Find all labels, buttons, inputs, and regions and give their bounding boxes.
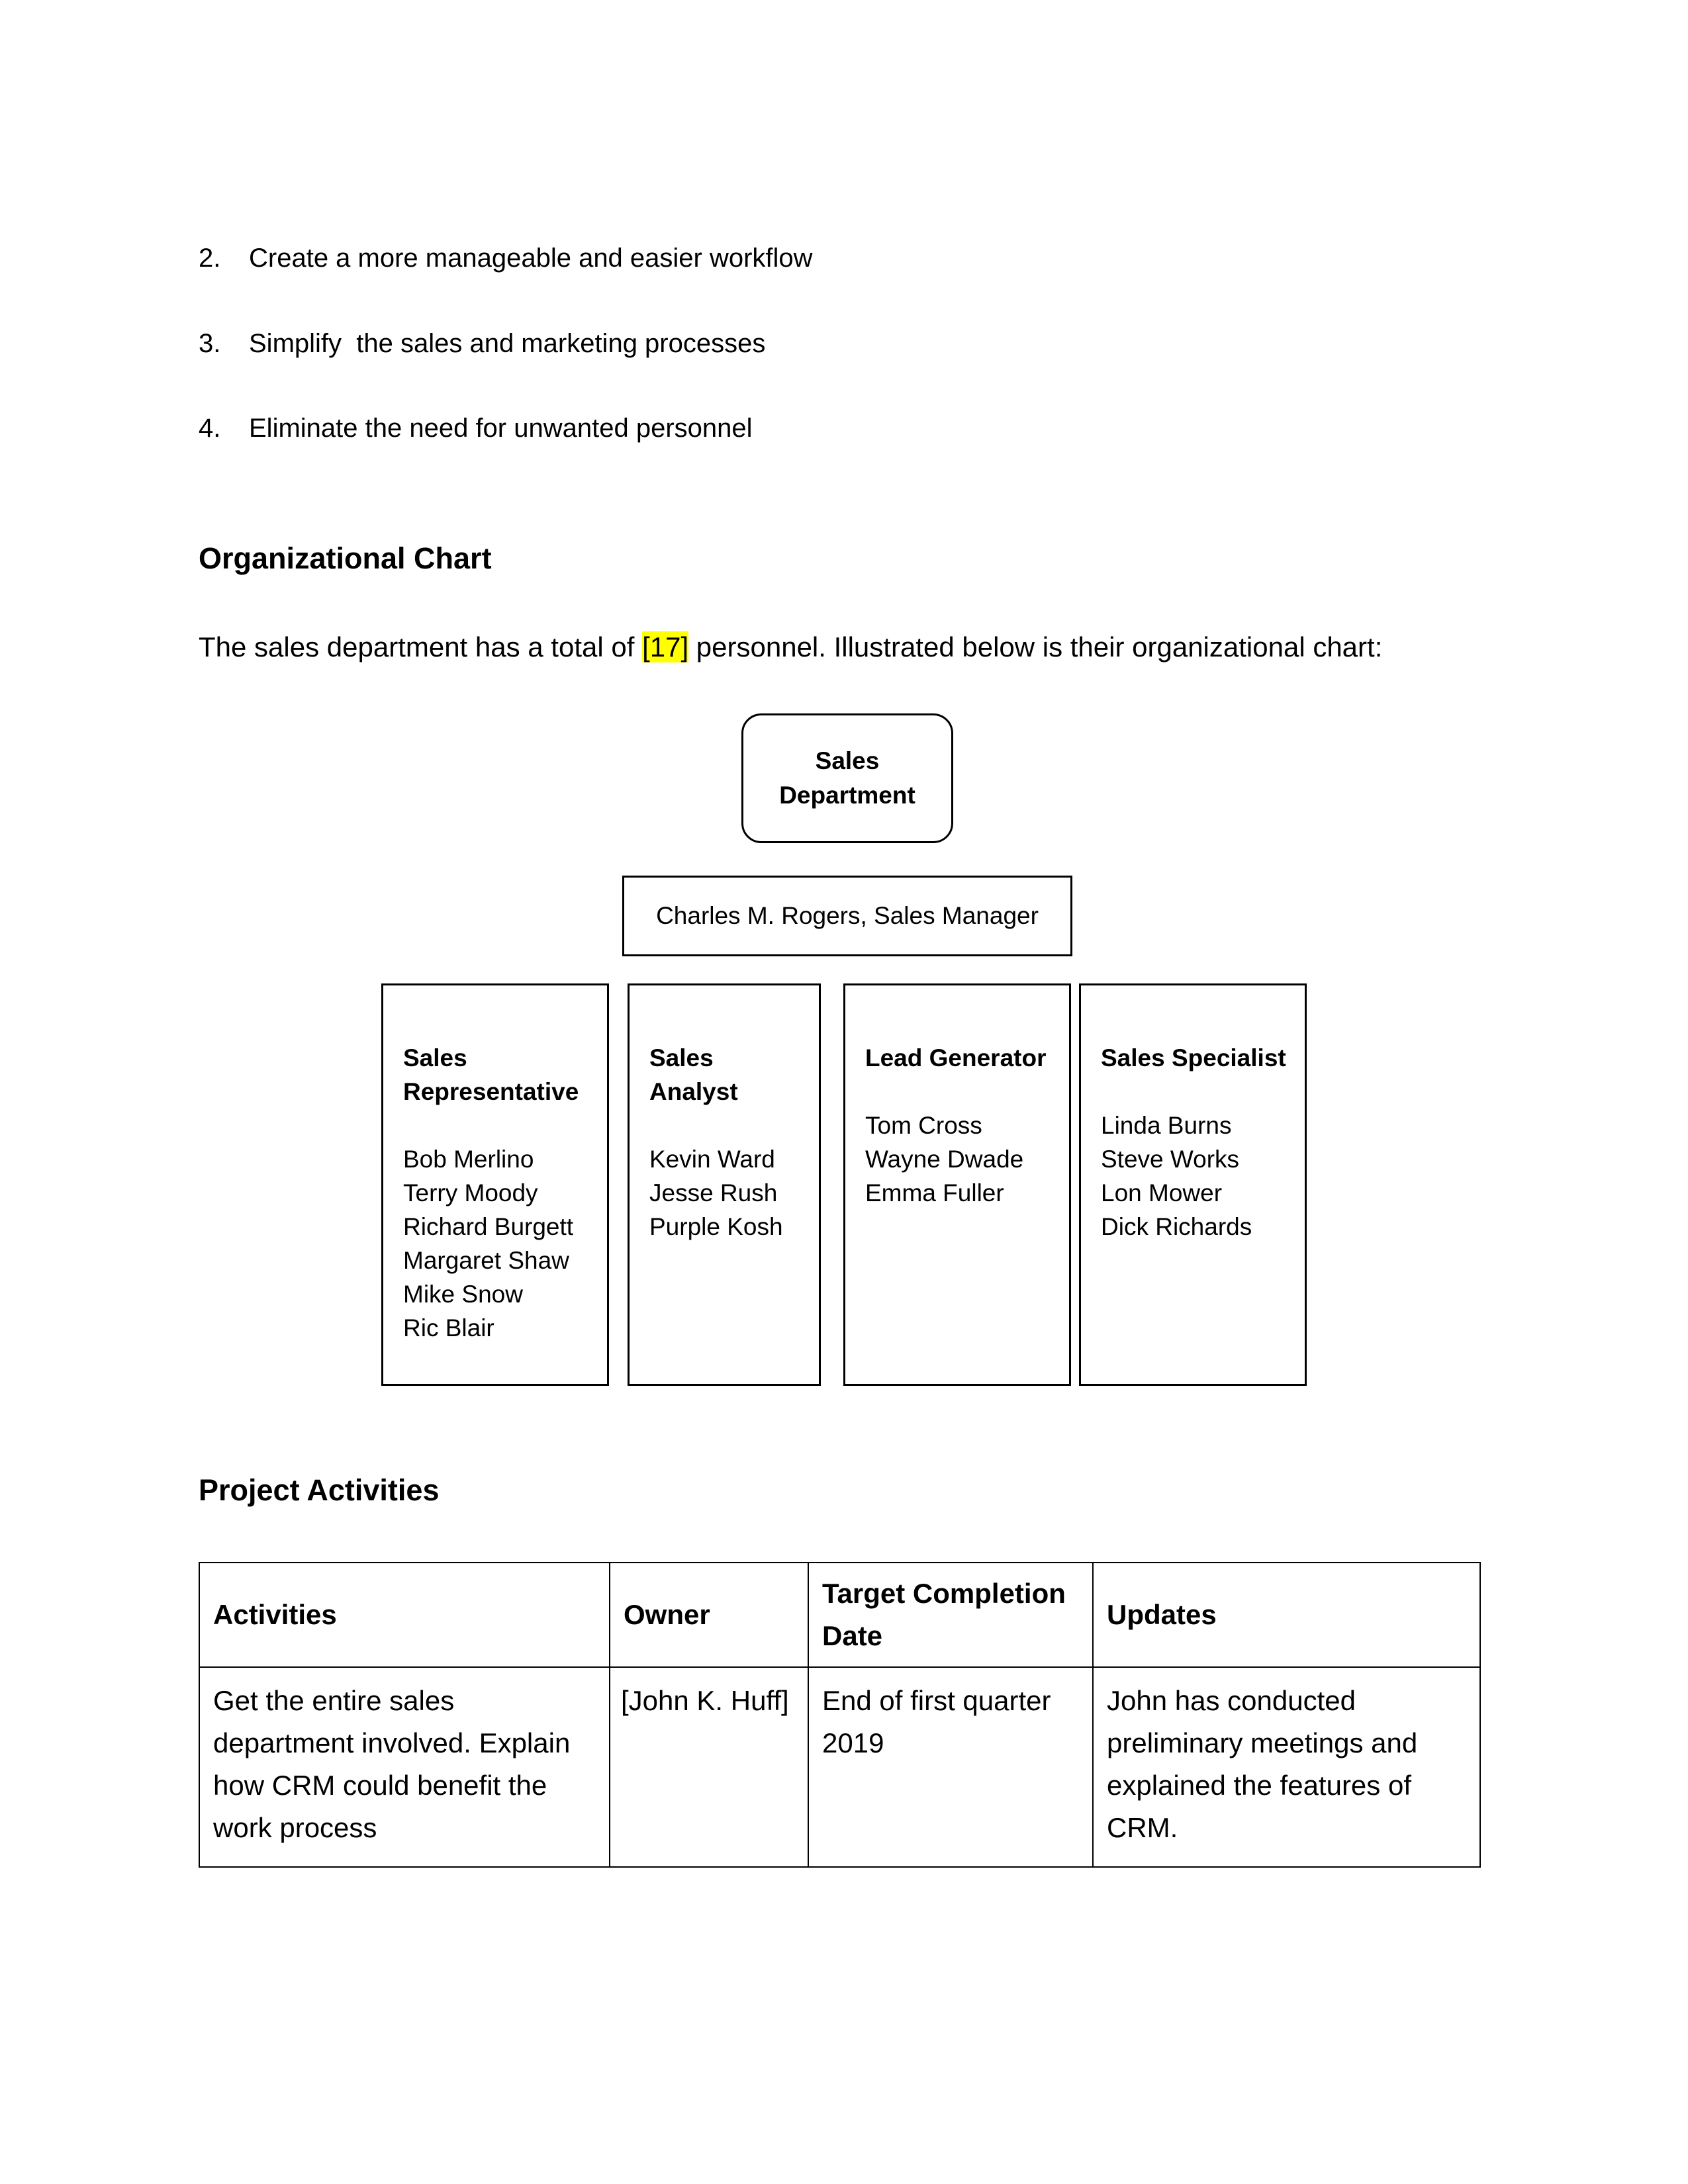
table-row — [199, 1667, 1480, 1867]
role-title-line: Sales Specialist — [1101, 1044, 1286, 1071]
list-number: 2. — [199, 244, 221, 273]
intro-text-before: The sales department has a total of — [199, 631, 643, 662]
role-title — [865, 1041, 1069, 1075]
org-chart-heading: Organizational Chart — [199, 541, 492, 575]
list-item-2 — [199, 242, 813, 275]
sales-department-line2: Department — [779, 782, 915, 809]
role-members — [649, 1142, 819, 1244]
member-name: Tom Cross — [865, 1112, 982, 1139]
org-chart-intro — [199, 629, 1382, 666]
sales-manager-box — [622, 876, 1072, 956]
role-box-sales-specialist — [1079, 983, 1307, 1386]
list-text: Simplify the sales and marketing processes — [249, 329, 766, 358]
list-text: Eliminate the need for unwanted personnel — [249, 414, 753, 443]
member-name: Mike Snow — [403, 1281, 523, 1308]
column-header-owner: Owner — [610, 1563, 808, 1667]
list-text: Create a more manageable and easier workflow — [249, 244, 813, 273]
role-title-line: Sales — [649, 1044, 714, 1071]
list-number: 3. — [199, 329, 221, 358]
role-title — [403, 1041, 607, 1109]
member-name: Lon Mower — [1101, 1179, 1223, 1206]
intro-text-after: personnel. Illustrated below is their organizational chart: — [688, 631, 1383, 662]
role-title — [649, 1041, 819, 1109]
member-name: Richard Burgett — [403, 1213, 574, 1240]
member-name: Linda Burns — [1101, 1112, 1232, 1139]
cell-owner: [John K. Huff] — [610, 1667, 808, 1867]
cell-activity: Get the entire sales department involved. Explain how CRM could benefit the work process — [199, 1667, 610, 1867]
list-number: 4. — [199, 414, 221, 443]
role-box-sales-analyst — [628, 983, 821, 1386]
role-title-line: Lead Generator — [865, 1044, 1047, 1071]
role-box-lead-generator — [843, 983, 1071, 1386]
cell-target-date: End of first quarter 2019 — [808, 1667, 1093, 1867]
list-item-3 — [199, 327, 765, 360]
column-header-activities: Activities — [199, 1563, 610, 1667]
member-name: Margaret Shaw — [403, 1247, 569, 1274]
column-header-updates: Updates — [1093, 1563, 1480, 1667]
sales-department-line1: Sales — [815, 747, 880, 774]
member-name: Emma Fuller — [865, 1179, 1004, 1206]
member-name: Ric Blair — [403, 1314, 494, 1342]
personnel-count-highlight: [17] — [642, 631, 689, 662]
table-header-row — [199, 1563, 1480, 1667]
member-name: Dick Richards — [1101, 1213, 1252, 1240]
member-name: Wayne Dwade — [865, 1146, 1024, 1173]
list-item-4 — [199, 412, 753, 445]
cell-updates: John has conducted preliminary meetings and explained the features of CRM. — [1093, 1667, 1480, 1867]
project-activities-heading: Project Activities — [199, 1473, 440, 1507]
role-title — [1101, 1041, 1305, 1075]
role-box-sales-representative — [381, 983, 609, 1386]
role-title-line: Sales — [403, 1044, 467, 1071]
member-name: Terry Moody — [403, 1179, 538, 1206]
member-name: Bob Merlino — [403, 1146, 534, 1173]
role-members — [865, 1109, 1069, 1210]
role-members — [1101, 1109, 1305, 1244]
role-members — [403, 1142, 607, 1345]
member-name: Steve Works — [1101, 1146, 1240, 1173]
column-header-target-date: Target Completion Date — [808, 1563, 1093, 1667]
member-name: Purple Kosh — [649, 1213, 783, 1240]
sales-department-box — [741, 713, 953, 843]
sales-manager-label: Charles M. Rogers, Sales Manager — [656, 902, 1039, 929]
project-activities-table — [199, 1562, 1481, 1868]
member-name: Kevin Ward — [649, 1146, 775, 1173]
role-title-line: Analyst — [649, 1078, 738, 1105]
member-name: Jesse Rush — [649, 1179, 778, 1206]
role-title-line: Representative — [403, 1078, 579, 1105]
